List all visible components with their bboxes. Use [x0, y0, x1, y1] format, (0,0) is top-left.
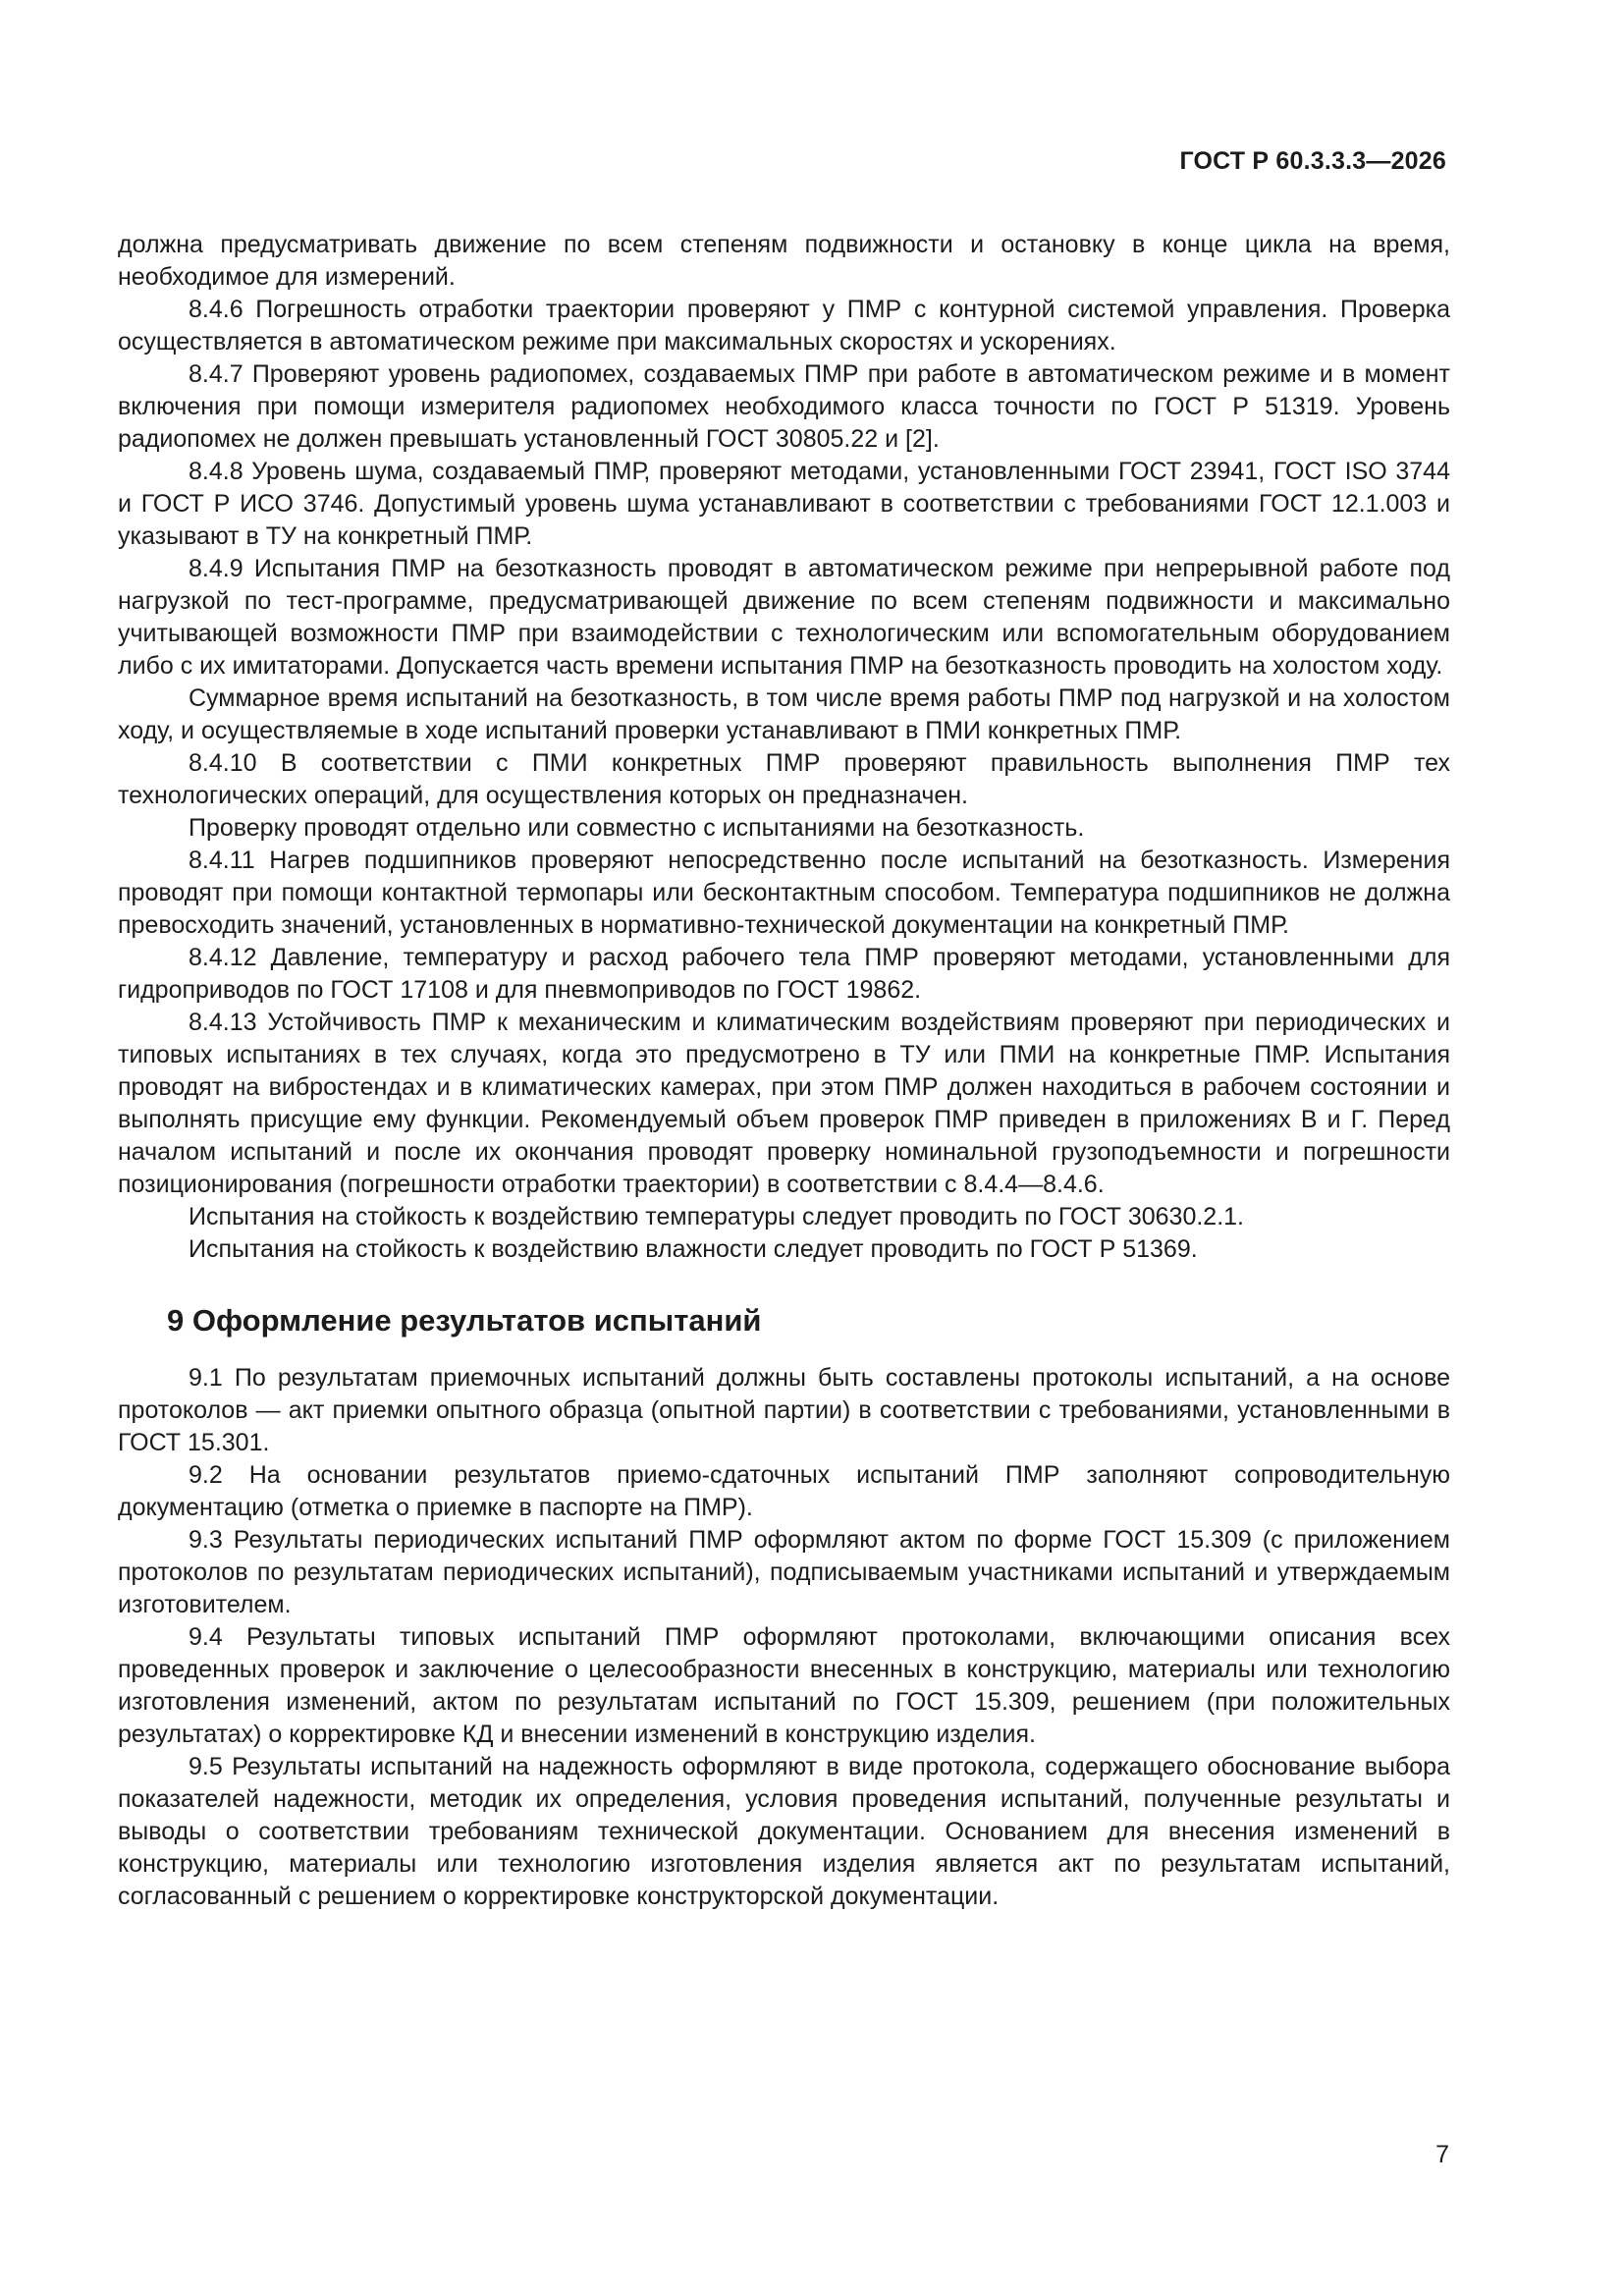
- paragraph-9-2: 9.2 На основании результатов приемо-сдаточных испытаний ПМР заполняют сопроводительную документацию (отметка о приемке в паспорте на ПМР).: [118, 1461, 1450, 1521]
- paragraph-8-4-9-total-time: Суммарное время испытаний на безотказность, в том числе время работы ПМР под нагрузкой и на холостом ходу, и осуществляемые в ходе испытаний проверки устанавливают в ПМИ конкретных ПМР.: [118, 684, 1450, 744]
- section-9-title: 9 Оформление результатов испытаний: [167, 1303, 762, 1338]
- paragraph-9-4: 9.4 Результаты типовых испытаний ПМР оформляют протоколами, включающими описания всех проведенных проверок и заключение о целесообразности внесенных в конструкцию, материалы или технологию изготовления изменений, актом по результатам испытаний по ГОСТ 15.309, решением (при положительных результатах) о корректировке КД и внесении изменений в конструкцию изделия.: [118, 1623, 1450, 1748]
- paragraph-8-4-8: 8.4.8 Уровень шума, создаваемый ПМР, проверяют методами, установленными ГОСТ 23941, ГОСТ ISO 3744 и ГОСТ Р ИСО 3746. Допустимый уровень шума устанавливают в соответствии с требованиями ГОСТ 12.1.003 и указывают в ТУ на конкретный ПМР.: [118, 458, 1450, 550]
- paragraph-9-3: 9.3 Результаты периодических испытаний ПМР оформляют актом по форме ГОСТ 15.309 (с приложением протоколов по результатам периодических испытаний), подписываемым участниками испытаний и утверждаемым изготовителем.: [118, 1526, 1450, 1618]
- paragraph-8-4-10-check: Проверку проводят отдельно или совместно с испытаниями на безотказность.: [189, 814, 1085, 842]
- paragraph-8-4-9: 8.4.9 Испытания ПМР на безотказность проводят в автоматическом режиме при непрерывной работе под нагрузкой по тест-программе, предусматривающей движение по всем степеням подвижности и максимально учитывающей возможности ПМР при взаимодействии с технологическим или вспомогательным оборудованием либо с их имитаторами. Допускается часть времени испытания ПМР на безотказность проводить на холостом ходу.: [118, 555, 1450, 680]
- paragraph-8-4-12: 8.4.12 Давление, температуру и расход рабочего тела ПМР проверяют методами, установленными для гидроприводов по ГОСТ 17108 и для пневмоприводов по ГОСТ 19862.: [118, 944, 1450, 1004]
- paragraph-8-4-10: 8.4.10 В соответствии с ПМИ конкретных ПМР проверяют правильность выполнения ПМР тех технологических операций, для осуществления которых он предназначен.: [118, 749, 1450, 809]
- paragraph-humidity-test: Испытания на стойкость к воздействию влажности следует проводить по ГОСТ Р 51369.: [189, 1235, 1198, 1263]
- document-code-header: ГОСТ Р 60.3.3.3—2026: [1179, 147, 1446, 175]
- paragraph-9-1: 9.1 По результатам приемочных испытаний должны быть составлены протоколы испытаний, а на основе протоколов — акт приемки опытного образца (опытной партии) в соответствии с требованиями, установленными в ГОСТ 15.301.: [118, 1364, 1450, 1456]
- paragraph-8-4-13: 8.4.13 Устойчивость ПМР к механическим и климатическим воздействиям проверяют при периодических и типовых испытаниях в тех случаях, когда это предусмотрено в ТУ или ПМИ на конкретные ПМР. Испытания проводят на вибростендах и в климатических камерах, при этом ПМР должен находиться в рабочем состоянии и выполнять присущие ему функции. Рекомендуемый объем проверок ПМР приведен в приложениях В и Г. Перед началом испытаний и после их окончания проводят проверку номинальной грузоподъемности и погрешности позиционирования (погрешности отработки траектории) в соответствии с 8.4.4—8.4.6.: [118, 1009, 1450, 1198]
- paragraph-continuation: должна предусматривать движение по всем степеням подвижности и остановку в конце цикла на время, необходимое для измерений.: [118, 231, 1450, 291]
- paragraph-8-4-11: 8.4.11 Нагрев подшипников проверяют непосредственно после испытаний на безотказность. Измерения проводят при помощи контактной термопары или бесконтактным способом. Температура подшипников не должна превосходить значений, установленных в нормативно-технической документации на конкретный ПМР.: [118, 847, 1450, 939]
- paragraph-temperature-test: Испытания на стойкость к воздействию температуры следует проводить по ГОСТ 30630.2.1.: [189, 1203, 1244, 1230]
- document-body: [118, 229, 1450, 1913]
- paragraph-8-4-6: 8.4.6 Погрешность отработки траектории проверяют у ПМР с контурной системой управления. Проверка осуществляется в автоматическом режиме при максимальных скоростях и ускорениях.: [118, 296, 1450, 355]
- page-number: 7: [1435, 2141, 1449, 2168]
- paragraph-8-4-7: 8.4.7 Проверяют уровень радиопомех, создаваемых ПМР при работе в автоматическом режиме и в момент включения при помощи измерителя радиопомех необходимого класса точности по ГОСТ Р 51319. Уровень радиопомех не должен превышать установленный ГОСТ 30805.22 и [2].: [118, 360, 1450, 453]
- paragraph-9-5: 9.5 Результаты испытаний на надежность оформляют в виде протокола, содержащего обоснование выбора показателей надежности, методик их определения, условия проведения испытаний, полученные результаты и выводы о соответствии требованиям технической документации. Основанием для внесения изменений в конструкцию, материалы или технологию изготовления изделия является акт по результатам испытаний, согласованный с решением о корректировке конструкторской документации.: [118, 1753, 1450, 1910]
